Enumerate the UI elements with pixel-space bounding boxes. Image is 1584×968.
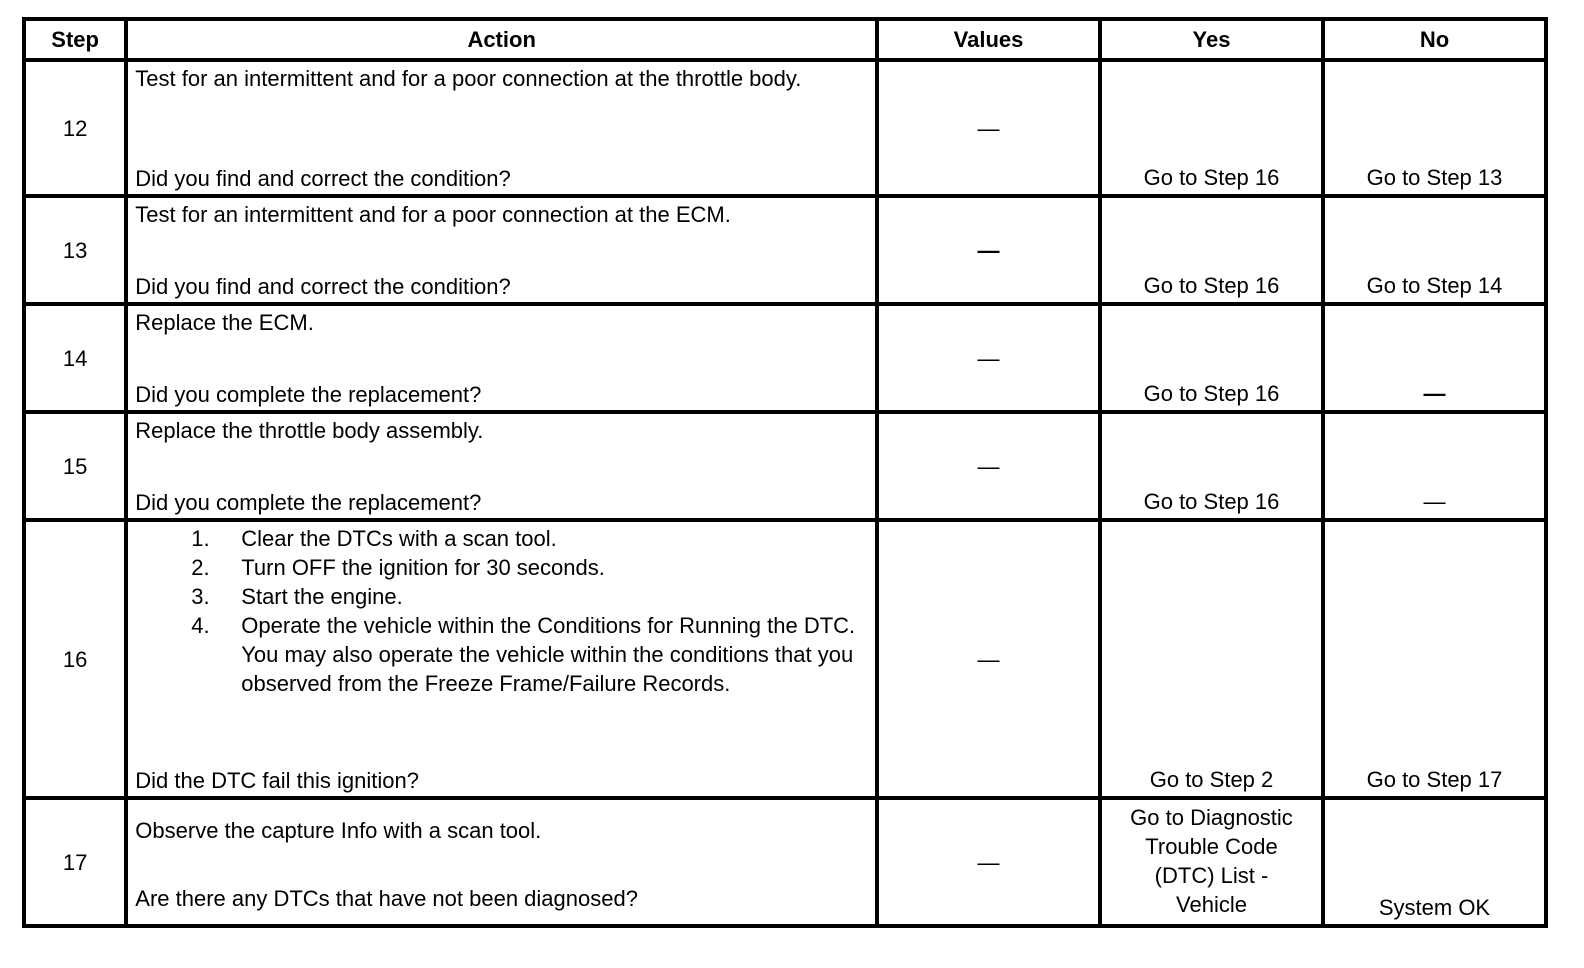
list-item-number: 1.	[191, 526, 210, 551]
no-cell: —	[1323, 304, 1546, 412]
list-item	[191, 524, 869, 553]
list-item-number: 3.	[191, 584, 210, 609]
list-item	[191, 582, 869, 611]
values-cell: —	[877, 520, 1100, 798]
action-cell	[126, 196, 877, 304]
list-item-number: 2.	[191, 555, 210, 580]
action-text: Observe the capture Info with a scan tool.	[135, 818, 542, 843]
table-row-step-12	[24, 60, 1546, 196]
yes-cell: Go to Diagnostic Trouble Code (DTC) List - Vehicle	[1100, 798, 1323, 926]
list-item-text: Operate the vehicle within the Conditions for Running the DTC. You may also operate the vehicle within the conditions that you observed from the Freeze Frame/Failure Records.	[241, 613, 856, 696]
step-number: 12	[24, 60, 126, 196]
table-row-step-15	[24, 412, 1546, 520]
list-item-text: Turn OFF the ignition for 30 seconds.	[241, 555, 605, 580]
values-cell: —	[877, 798, 1100, 926]
table-row-step-16	[24, 520, 1546, 798]
action-text: Test for an intermittent and for a poor connection at the throttle body.	[135, 66, 802, 91]
step-number: 16	[24, 520, 126, 798]
table-row-step-13	[24, 196, 1546, 304]
list-item	[191, 553, 869, 582]
no-cell: Go to Step 14	[1323, 196, 1546, 304]
header-no: No	[1323, 19, 1546, 60]
header-yes: Yes	[1100, 19, 1323, 60]
action-question: Did you find and correct the condition?	[135, 166, 511, 191]
list-item-number: 4.	[191, 613, 210, 638]
action-cell	[126, 304, 877, 412]
step-number: 14	[24, 304, 126, 412]
no-cell: Go to Step 17	[1323, 520, 1546, 798]
action-question: Did you find and correct the condition?	[135, 274, 511, 299]
action-text: Test for an intermittent and for a poor connection at the ECM.	[135, 202, 731, 227]
action-cell	[126, 798, 877, 926]
table-row-step-17	[24, 798, 1546, 926]
action-question: Did you complete the replacement?	[135, 490, 482, 515]
no-cell: System OK	[1323, 798, 1546, 926]
action-cell	[126, 520, 877, 798]
values-cell: —	[877, 196, 1100, 304]
action-question: Did the DTC fail this ignition?	[135, 768, 419, 793]
yes-cell: Go to Step 16	[1100, 412, 1323, 520]
diagnostic-table	[22, 17, 1548, 928]
header-values: Values	[877, 19, 1100, 60]
action-text: Replace the ECM.	[135, 310, 314, 335]
no-cell: Go to Step 13	[1323, 60, 1546, 196]
no-cell: —	[1323, 412, 1546, 520]
header-action: Action	[126, 19, 877, 60]
step-number: 15	[24, 412, 126, 520]
yes-cell: Go to Step 16	[1100, 60, 1323, 196]
values-cell: —	[877, 304, 1100, 412]
step-number: 13	[24, 196, 126, 304]
table-row-step-14	[24, 304, 1546, 412]
yes-cell: Go to Step 16	[1100, 304, 1323, 412]
diagnostic-table-page	[22, 17, 1548, 928]
action-cell	[126, 412, 877, 520]
header-step: Step	[24, 19, 126, 60]
list-item	[191, 611, 869, 698]
action-cell	[126, 60, 877, 196]
step-number: 17	[24, 798, 126, 926]
values-cell: —	[877, 60, 1100, 196]
header-row	[24, 19, 1546, 60]
action-question: Did you complete the replacement?	[135, 382, 482, 407]
list-item-text: Clear the DTCs with a scan tool.	[241, 526, 557, 551]
action-text: Replace the throttle body assembly.	[135, 418, 484, 443]
yes-cell: Go to Step 16	[1100, 196, 1323, 304]
values-cell: —	[877, 412, 1100, 520]
action-question: Are there any DTCs that have not been diagnosed?	[135, 886, 638, 911]
list-item-text: Start the engine.	[241, 584, 403, 609]
yes-cell: Go to Step 2	[1100, 520, 1323, 798]
procedure-steps-list	[135, 524, 869, 698]
